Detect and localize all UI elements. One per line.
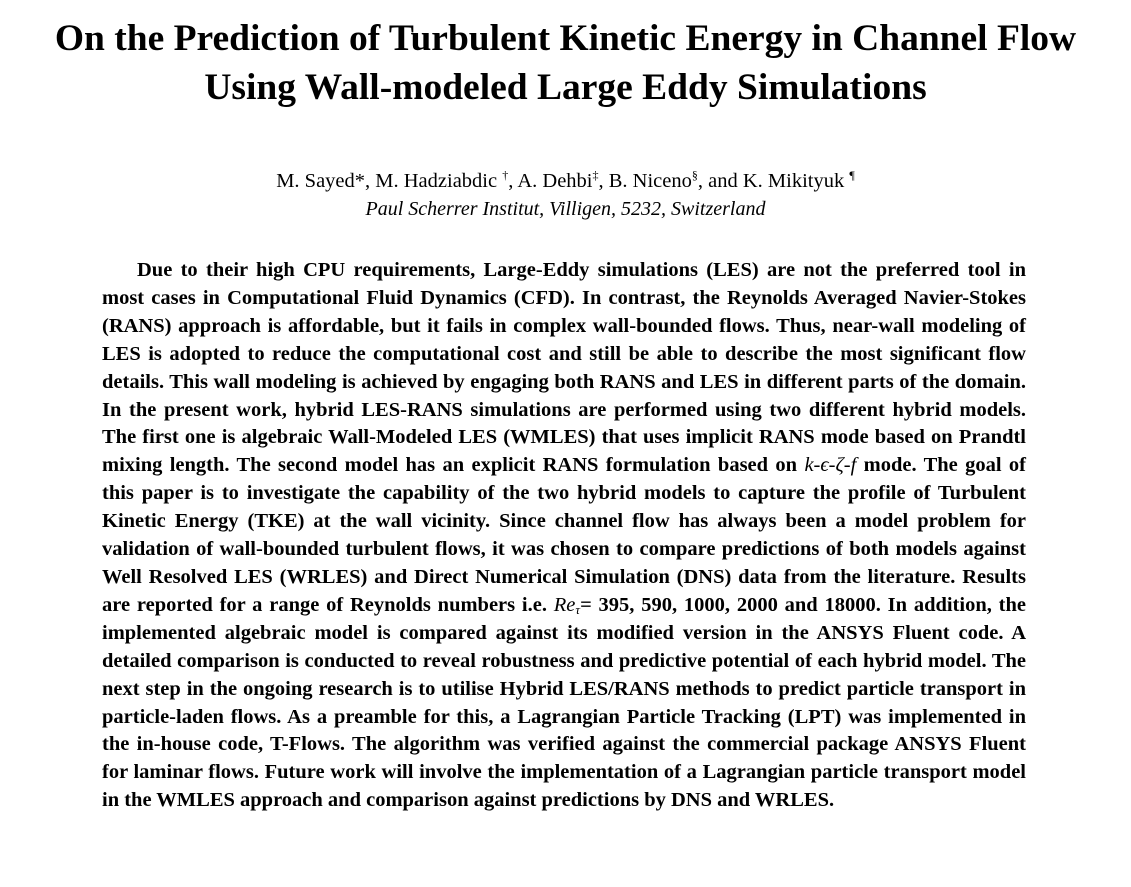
math-reynolds-subscript: τ xyxy=(575,601,581,617)
title-line-2: Using Wall-modeled Large Eddy Simulations xyxy=(204,67,927,108)
abstract-text: mode. The goal of this paper is to investigate the capability of the two hybrid models to capture the profile of Turbulent Kinetic Energy (TKE) at the wall vicinity. Since channel flow has always been a model problem for validation of wall-bounded turbulent flows, it was chosen to compare predictions of both models against Well Resolved LES (WRLES) and Direct Numerical Simulation (DNS) data from the literature. Results are reported for a range of Reynolds numbers i.e. xyxy=(102,454,1026,616)
math-model-name: k-ϵ-ζ-f xyxy=(804,454,857,477)
author-list: M. Sayed*, M. Hadziabdic †, A. Dehbi‡, B. Niceno§, and K. Mikityuk ¶ xyxy=(276,168,855,192)
author-name: K. Mikityuk xyxy=(742,170,845,192)
author-name: M. Hadziabdic xyxy=(375,170,498,192)
author-mark: ‡ xyxy=(592,168,599,182)
affiliation: Paul Scherrer Institut, Villigen, 5232, Switzerland xyxy=(365,198,766,220)
author-name: A. Dehbi xyxy=(517,170,593,192)
author-name: B. Niceno xyxy=(608,170,692,192)
abstract-text: Due to their high CPU requirements, Large-Eddy simulations (LES) are not the preferred tool in most cases in Computational Fluid Dynamics (CFD). In contrast, the Reynolds Averaged Navier-Stokes (RANS) approach is affordable, but it fails in complex wall-bounded flows. Thus, near-wall modeling of LES is adopted to reduce the computational cost and still be able to describe the most significant flow details. This wall modeling is achieved by engaging both RANS and LES in different parts of the domain. In the present work, hybrid LES-RANS simulations are performed using two different hybrid models. The first one is algebraic Wall-Modeled LES (WMLES) that uses implicit RANS mode based on Prandtl mixing length. The second model has an explicit RANS formulation based on xyxy=(102,259,1026,477)
author-mark: † xyxy=(502,168,509,182)
author-mark: § xyxy=(691,168,698,182)
title-line-1: On the Prediction of Turbulent Kinetic Energy in Channel Flow xyxy=(54,18,1077,59)
author-mark: ¶ xyxy=(849,168,855,182)
abstract xyxy=(102,257,1026,815)
paper-title xyxy=(0,14,1131,112)
author-conjunction: and xyxy=(708,170,738,192)
abstract-text: = 395, 590, 1000, 2000 and 18000. In addition, the implemented algebraic model is compared against its modified version in the ANSYS Fluent code. A detailed comparison is conducted to reveal robustness and predictive potential of each hybrid model. The next step in the ongoing research is to utilise Hybrid LES/RANS methods to predict particle transport in particle-laden flows. As a preamble for this, a Lagrangian Particle Tracking (LPT) was implemented in the in-house code, T-Flows. The algorithm was verified against the commercial package ANSYS Fluent for laminar flows. Future work will involve the implementation of a Lagrangian particle transport model in the WMLES approach and comparison against predictions by DNS and WRLES. xyxy=(102,593,1026,812)
math-reynolds-symbol: Re xyxy=(553,593,576,616)
author-name: M. Sayed* xyxy=(276,170,366,192)
